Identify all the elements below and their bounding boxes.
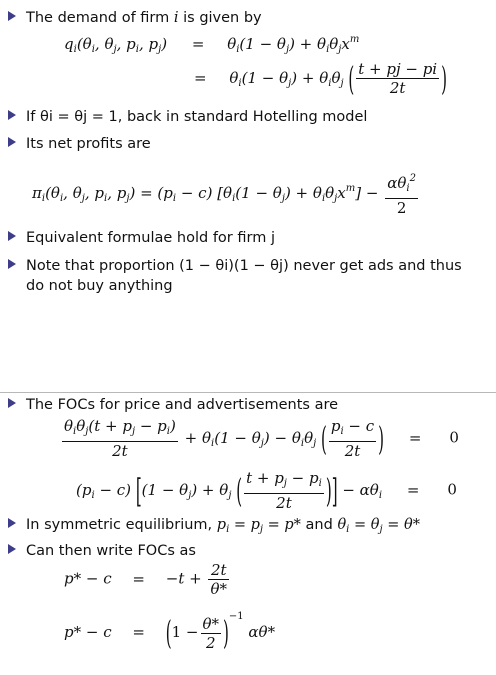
bullet-symmetric: In symmetric equilibrium, $p_i = p_j = p*$ and $\theta_i = \theta_j = \theta*$: [8, 515, 420, 540]
bullet-triangle-icon: [8, 518, 16, 528]
bullet-focs: The FOCs for price and advertisements are: [8, 395, 338, 415]
slide-2: [0, 392, 496, 675]
bullet-triangle-icon: [8, 231, 16, 241]
bullet-proportion: Note that proportion (1 − θi)(1 − θj) never get ads and thus: [8, 256, 462, 276]
bullet-hotelling: If θi = θj = 1, back in standard Hotelling model: [8, 107, 367, 127]
bullet-write-focs: Can then write FOCs as: [8, 541, 196, 561]
bullet-proportion-cont: do not buy anything: [26, 278, 173, 294]
bullet-triangle-icon: [8, 11, 16, 21]
bullet-demand: The demand of firm i is given by: [8, 8, 262, 28]
bullet-triangle-icon: [8, 110, 16, 120]
bullet-equivalent: Equivalent formulae hold for firm j: [8, 228, 275, 248]
profit-equation: $\pi_i(\theta_i$, $\theta_j$, $p_i$, $p_j) = (p_i - c)$ $[\theta_i(1 - \theta_j) + \theta_i\theta_jx^m]$ − $\frac{\alpha\theta_i^2}{2}$: [32, 170, 420, 217]
demand-equation-line1: $q_i(\theta_i$, $\theta_j$, $p_i$, $p_j) = \theta_i(1 - \theta_j) + \theta_i\theta_jx^m$: [64, 34, 360, 55]
foc-advertising-equation: $(p_i - c) [(1 - \theta_j) + \theta_j$ ( $\frac{t + p_j - p_i}{2t}$ )] − $\alpha\theta_i = 0$: [76, 469, 457, 512]
foc-price-equation: $\frac{\theta_i\theta_j(t + p_j - p_i)}{2t}$ + $\theta_i(1 - \theta_j) - \theta_i\theta_j$ ( $\frac{p_i - c}{2t}$ ) = 0: [64, 417, 459, 460]
symmetric-advert-equation: p* − c = (1 − $\frac{\theta*}{2}$ )$^{-1}$ αθ*: [64, 611, 276, 653]
bullet-triangle-icon: [8, 398, 16, 408]
bullet-net-profits: Its net profits are: [8, 134, 151, 154]
bullet-triangle-icon: [8, 259, 16, 269]
demand-equation-line2: = $\theta_i(1 - \theta_j) + \theta_i\theta_j$ ( $\frac{t + pj - pi}{2t}$ ): [194, 58, 447, 99]
bullet-triangle-icon: [8, 137, 16, 147]
bullet-triangle-icon: [8, 544, 16, 554]
symmetric-price-equation: p* − c = −t + $\frac{2t}{\theta*}$: [64, 561, 227, 598]
